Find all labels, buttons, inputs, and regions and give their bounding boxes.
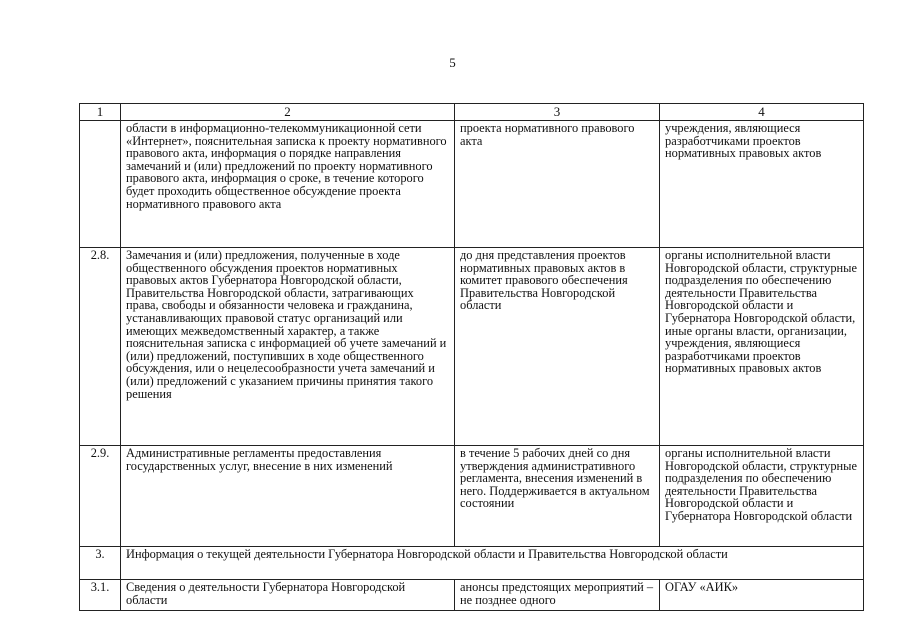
responsible-cell: учреждения, являющиеся разработчиками проектов нормативных правовых актов [660, 121, 864, 248]
table-row [80, 580, 864, 611]
responsible-cell: ОГАУ «АИК» [660, 580, 864, 611]
responsible-cell: органы исполнительной власти Новгородской области, структурные подразделения по обеспечению деятельности Правительства Новгородской области и Губернатора Новгородской области, иные органы власти, организации, учреждения, являющиеся разработчиками проектов нормативных правовых актов [660, 248, 864, 446]
term-cell: проекта нормативного правового акта [455, 121, 660, 248]
page-number: 5 [449, 55, 456, 70]
section-row [80, 547, 864, 580]
table-row [80, 446, 864, 547]
info-cell: Административные регламенты предоставления государственных услуг, внесение в них изменений [121, 446, 455, 547]
header-cell-4: 4 [660, 104, 864, 121]
table-header-row [80, 104, 864, 121]
document-table [79, 103, 864, 611]
info-cell: области в информационно-телекоммуникационной сети «Интернет», пояснительная записка к проекту нормативного правового акта, информация о порядке направления замечаний и (или) предложений по проекту нормативного правового акта, информация о сроке, в течение которого будет проходить общественное обсуждение проекта нормативного правового акта [121, 121, 455, 248]
header-cell-1: 1 [80, 104, 121, 121]
row-number: 2.9. [80, 446, 121, 547]
term-cell: в течение 5 рабочих дней со дня утверждения административного регламента, внесения изменений в него. Поддерживается в актуальном состоянии [455, 446, 660, 547]
row-number: 3.1. [80, 580, 121, 611]
section-title: Информация о текущей деятельности Губернатора Новгородской области и Правительства Новгородской области [121, 547, 864, 580]
row-number: 2.8. [80, 248, 121, 446]
info-cell: Замечания и (или) предложения, полученные в ходе общественного обсуждения проектов нормативных правовых актов Губернатора Новгородской области, Правительства Новгородской области, затрагивающих права, свободы и обязанности человека и гражданина, устанавливающих правовой статус организаций или имеющих межведомственный характер, а также пояснительная записка с информацией об учете замечаний и (или) предложений, поступивших в ходе общественного обсуждения, или о нецелесообразности учета замечаний и (или) предложений с указанием причины принятия такого решения [121, 248, 455, 446]
header-cell-3: 3 [455, 104, 660, 121]
info-cell: Сведения о деятельности Губернатора Новгородской области [121, 580, 455, 611]
row-number [80, 121, 121, 248]
table-row [80, 248, 864, 446]
table-row [80, 121, 864, 248]
term-cell: до дня представления проектов нормативных правовых актов в комитет правового обеспечения Правительства Новгородской области [455, 248, 660, 446]
responsible-cell: органы исполнительной власти Новгородской области, структурные подразделения по обеспечению деятельности Правительства Новгородской области и Губернатора Новгородской области [660, 446, 864, 547]
section-number: 3. [80, 547, 121, 580]
header-cell-2: 2 [121, 104, 455, 121]
term-cell: анонсы предстоящих мероприятий – не позднее одного [455, 580, 660, 611]
